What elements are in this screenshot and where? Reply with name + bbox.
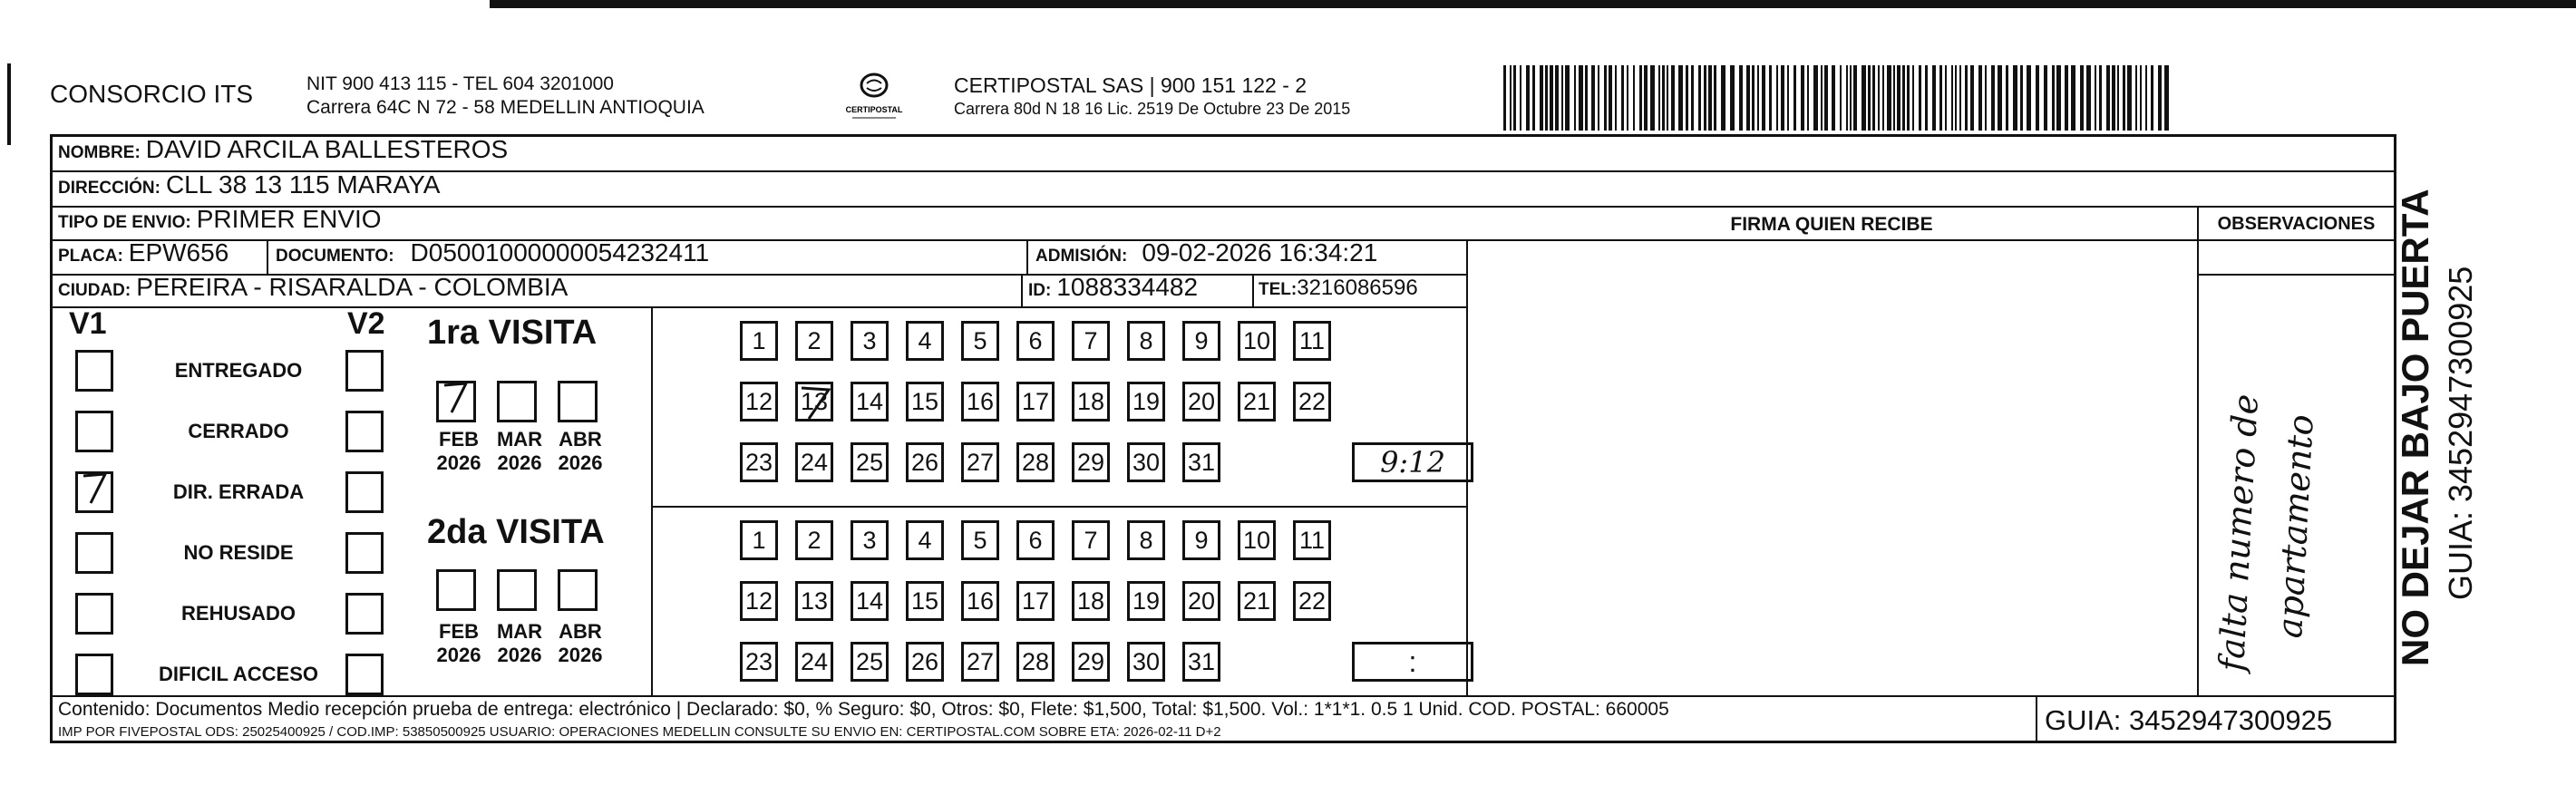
field-tipo-envio: TIPO DE ENVIO: PRIMER ENVIO (58, 205, 382, 233)
day-box[interactable]: 7 (1072, 321, 1110, 361)
status-label: DIR. ERRADA (172, 480, 305, 503)
v1-checkbox[interactable] (75, 350, 113, 392)
signature-area[interactable] (1468, 242, 2195, 693)
day-box[interactable]: 10 (1238, 321, 1276, 361)
day-box[interactable]: 2 (795, 520, 833, 560)
day-box[interactable]: 27 (961, 442, 999, 482)
day-box[interactable]: 5 (961, 321, 999, 361)
day-box[interactable]: 9 (1182, 520, 1220, 560)
day-box[interactable]: 11 (1293, 520, 1331, 560)
observations-title: OBSERVACIONES (2217, 214, 2376, 234)
company-info (306, 73, 705, 120)
field-admision: ADMISIÓN: 09-02-2026 16:34:21 (1035, 238, 1378, 267)
v2-checkbox[interactable] (345, 654, 384, 695)
first-visit (413, 306, 1466, 506)
footer-guia: GUIA: 3452947300925 (2045, 704, 2333, 736)
day-box[interactable]: 28 (1016, 442, 1055, 482)
id-value: 1088334482 (1056, 273, 1199, 301)
day-box[interactable]: 17 (1016, 581, 1055, 621)
day-box[interactable]: 27 (961, 642, 999, 682)
v1-checkbox[interactable] (75, 593, 113, 635)
day-box[interactable]: 31 (1182, 642, 1220, 682)
month-checkbox[interactable] (436, 569, 476, 611)
v2-checkbox[interactable] (345, 532, 384, 574)
carrier-name-line: CERTIPOSTAL SAS | 900 151 122 - 2 (954, 73, 1307, 97)
month-checkbox[interactable] (558, 381, 598, 422)
company-nit-line: NIT 900 413 115 - TEL 604 3201000 (306, 73, 614, 94)
day-box[interactable]: 8 (1127, 520, 1165, 560)
status-label: REHUSADO (181, 602, 296, 625)
visit-title: 2da VISITA (427, 513, 605, 551)
day-box[interactable]: 1 (740, 321, 778, 361)
day-box[interactable]: 21 (1238, 382, 1276, 422)
day-box[interactable]: 9 (1182, 321, 1220, 361)
status-label: DIFICIL ACCESO (158, 663, 318, 685)
recipient-name: DAVID ARCILA BALLESTEROS (145, 135, 509, 163)
barcode (1503, 65, 2176, 131)
day-box[interactable]: 20 (1182, 382, 1220, 422)
day-box[interactable]: 8 (1127, 321, 1165, 361)
field-documento: DOCUMENTO: D05001000000054232411 (276, 238, 710, 267)
second-visit (413, 506, 1466, 695)
shipment-type: PRIMER ENVIO (196, 205, 382, 233)
field-tel: TEL: 3216086596 (1259, 276, 1418, 300)
month-label: ABR 2026 (558, 428, 603, 474)
day-box[interactable]: 14 (851, 581, 889, 621)
month-checkbox[interactable] (497, 569, 537, 611)
city-value: PEREIRA - RISARALDA - COLOMBIA (136, 273, 569, 301)
v1-checkbox[interactable] (75, 654, 113, 695)
day-box[interactable]: 26 (906, 642, 944, 682)
day-box[interactable]: 13 (795, 581, 833, 621)
day-box[interactable]: 12 (740, 382, 778, 422)
day-box[interactable]: 18 (1072, 581, 1110, 621)
v1-checkbox[interactable] (75, 471, 113, 513)
day-box[interactable]: 18 (1072, 382, 1110, 422)
day-box[interactable]: 10 (1238, 520, 1276, 560)
field-placa: PLACA: EPW656 (58, 238, 229, 267)
day-box[interactable]: 16 (961, 581, 999, 621)
month-checkbox[interactable] (497, 381, 537, 422)
delivery-form (50, 134, 2396, 743)
day-box[interactable]: 22 (1293, 581, 1331, 621)
company-name: CONSORCIO ITS (50, 80, 254, 108)
status-label: CERRADO (188, 420, 289, 442)
tel-value: 3216086596 (1297, 276, 1418, 300)
day-box[interactable]: 4 (906, 321, 944, 361)
top-border-line (490, 0, 2576, 8)
time-box[interactable]: : (1352, 642, 1473, 682)
day-box[interactable]: 30 (1127, 442, 1165, 482)
v2-checkbox[interactable] (345, 411, 384, 452)
left-edge-mark (7, 63, 11, 145)
side-guia: GUIA: 3452947300925 (2442, 266, 2479, 600)
footer-print-line: IMP POR FIVEPOSTAL ODS: 25025400925 / COD.IMP: 53850500925 USUARIO: OPERACIONES MEDELLIN CONSULTE SU ENVIO EN: CERTIPOSTAL.COM SOBRE ETA: 2026-02-11 D+2 (58, 724, 1221, 740)
day-box[interactable]: 23 (740, 642, 778, 682)
field-direccion: DIRECCIÓN: CLL 38 13 115 MARAYA (58, 170, 441, 199)
day-box[interactable]: 21 (1238, 581, 1276, 621)
day-box[interactable]: 2 (795, 321, 833, 361)
day-box[interactable]: 19 (1127, 382, 1165, 422)
v2-checkbox[interactable] (345, 471, 384, 513)
day-box[interactable]: 7 (1072, 520, 1110, 560)
company-address-line: Carrera 64C N 72 - 58 MEDELLIN ANTIOQUIA (306, 97, 705, 118)
month-label: FEB 2026 (436, 428, 481, 474)
day-box[interactable]: 13 (795, 382, 833, 422)
day-box[interactable]: 12 (740, 581, 778, 621)
field-nombre: NOMBRE: DAVID ARCILA BALLESTEROS (58, 135, 509, 163)
visit-title: 1ra VISITA (427, 314, 598, 352)
month-checkbox[interactable] (436, 381, 476, 422)
day-box[interactable]: 25 (851, 442, 889, 482)
carrier-info (954, 73, 1350, 120)
day-box[interactable]: 15 (906, 382, 944, 422)
day-box[interactable]: 29 (1072, 642, 1110, 682)
day-box[interactable]: 23 (740, 442, 778, 482)
day-box[interactable]: 31 (1182, 442, 1220, 482)
day-box[interactable]: 11 (1293, 321, 1331, 361)
day-box[interactable]: 25 (851, 642, 889, 682)
day-box[interactable]: 22 (1293, 382, 1331, 422)
v2-checkbox[interactable] (345, 593, 384, 635)
document-value: D05001000000054232411 (410, 238, 710, 267)
status-label: NO RESIDE (183, 541, 294, 564)
time-box[interactable]: 9:12 (1352, 442, 1473, 482)
day-box[interactable]: 3 (851, 520, 889, 560)
day-box[interactable]: 3 (851, 321, 889, 361)
month-label: MAR 2026 (496, 428, 543, 474)
v1-checkbox[interactable] (75, 411, 113, 452)
day-box[interactable]: 5 (961, 520, 999, 560)
status-label: ENTREGADO (174, 359, 303, 382)
month-label: FEB 2026 (436, 620, 481, 666)
day-box[interactable]: 19 (1127, 581, 1165, 621)
day-box[interactable]: 26 (906, 442, 944, 482)
footer-content-line: Contenido: Documentos Medio recepción prueba de entrega: electrónico | Declarado: $0, % Seguro: $0, Otros: $0, Flete: $1,500, Total: $1,500. Vol.: 1*1*1. 0.5 1 Unid. COD. POSTAL: 660005 (58, 699, 1669, 720)
day-box[interactable]: 14 (851, 382, 889, 422)
day-box[interactable]: 17 (1016, 382, 1055, 422)
v2-label: V2 (347, 306, 385, 341)
side-warning: NO DEJAR BAJO PUERTA (2394, 189, 2436, 666)
day-box[interactable]: 20 (1182, 581, 1220, 621)
carrier-address-line: Carrera 80d N 18 16 Lic. 2519 De Octubre 23 De 2015 (954, 100, 1351, 118)
month-label: MAR 2026 (496, 620, 543, 666)
day-box[interactable]: 30 (1127, 642, 1165, 682)
day-box[interactable]: 24 (795, 642, 833, 682)
admission-value: 09-02-2026 16:34:21 (1142, 238, 1378, 267)
day-box[interactable]: 6 (1016, 321, 1055, 361)
day-box[interactable]: 24 (795, 442, 833, 482)
month-label: ABR 2026 (558, 620, 603, 666)
day-box[interactable]: 16 (961, 382, 999, 422)
svg-text:CERTIPOSTAL: CERTIPOSTAL (845, 105, 903, 114)
v1-label: V1 (69, 306, 107, 341)
signature-title: FIRMA QUIEN RECIBE (1730, 214, 1933, 235)
v2-checkbox[interactable] (345, 350, 384, 392)
day-box[interactable]: 6 (1016, 520, 1055, 560)
certipostal-logo-icon (840, 69, 909, 121)
day-box[interactable]: 4 (906, 520, 944, 560)
field-id: ID: 1088334482 (1028, 273, 1199, 301)
day-box[interactable]: 1 (740, 520, 778, 560)
handwritten-observation: falta numero de apartamento (2211, 392, 2321, 673)
recipient-address: CLL 38 13 115 MARAYA (165, 170, 441, 199)
field-ciudad: CIUDAD: PEREIRA - RISARALDA - COLOMBIA (58, 273, 569, 301)
plate-value: EPW656 (128, 238, 229, 267)
day-box[interactable]: 29 (1072, 442, 1110, 482)
v1-checkbox[interactable] (75, 532, 113, 574)
day-box[interactable]: 28 (1016, 642, 1055, 682)
day-box[interactable]: 15 (906, 581, 944, 621)
month-checkbox[interactable] (558, 569, 598, 611)
